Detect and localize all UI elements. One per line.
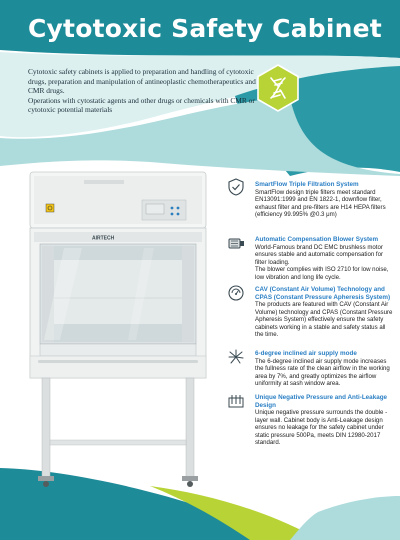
dna-helix-icon xyxy=(254,64,302,112)
blower-motor-icon xyxy=(226,234,246,252)
feature-title: Automatic Compensation Blower System xyxy=(255,236,379,243)
feature-body: Unique negative pressure surrounds the double -layer wall. Cabinet body is Anti-Leakage design ensures no leakage for the safety cabinet under static pressure 500Pa, meets DIN 12980-2017 standard. xyxy=(255,409,388,447)
feature-title: 6-degree inclined air supply mode xyxy=(255,350,357,357)
cabinet-brand-label: AIRTECH xyxy=(92,235,115,242)
safety-cabinet-image xyxy=(24,170,212,490)
feature-title: CAV (Constant Air Volume) Technology and CPAS (Constant Pressure Apheresis System) xyxy=(255,286,391,301)
bottom-right-shape xyxy=(290,496,400,540)
feature-title: SmartFlow Triple Filtration System xyxy=(255,181,359,188)
intro-text xyxy=(28,67,256,115)
feature-body: World-Famous brand DC EMC brushless motor ensures stable and automatic compensation for filter loading. xyxy=(255,243,384,266)
feature-body: The products are featured with CAV (Constant Air Volume) technology and CPAS (Constant Pressure Apheresis System) effectively ensure the safety cabinets working in a stable and safety status all the time. xyxy=(255,301,393,339)
pressure-bars-icon xyxy=(226,392,246,410)
feature-body: The 6-degree inclined air supply mode increases the fullness rate of the clean airflow in the working area by 7%, and greatly optimizes the airflow uniformity at sash window area. xyxy=(255,357,390,388)
airflow-burst-icon xyxy=(226,348,246,366)
gauge-dial-icon xyxy=(226,284,246,302)
feature-body: SmartFlow design triple filters meet standard EN13091:1999 and EN 1822-1, downflow filter, exhaust filter and pre-filters are H14 HEPA filters (efficiency 99.995% @0.3 μm) xyxy=(255,188,386,219)
intro-paragraph-2: Operations with cytostatic agents and other drugs or chemicals with CMR or cytotoxic potential materials xyxy=(28,95,255,115)
intro-paragraph-1: Cytotoxic safety cabinets is applied to preparation and handling of cytotoxic drugs, preparation and manipulation of antineoplastic chemotherapeutics and CMR drugs. xyxy=(28,67,256,96)
page-title: Cytotoxic Safety Cabinet xyxy=(28,14,382,43)
feature-body: The blower complies with ISO 2710 for low noise, low vibration and long life cycle. xyxy=(255,266,389,281)
shield-check-icon xyxy=(226,178,246,196)
feature-title: Unique Negative Pressure and Anti-Leakage Design xyxy=(255,394,388,409)
